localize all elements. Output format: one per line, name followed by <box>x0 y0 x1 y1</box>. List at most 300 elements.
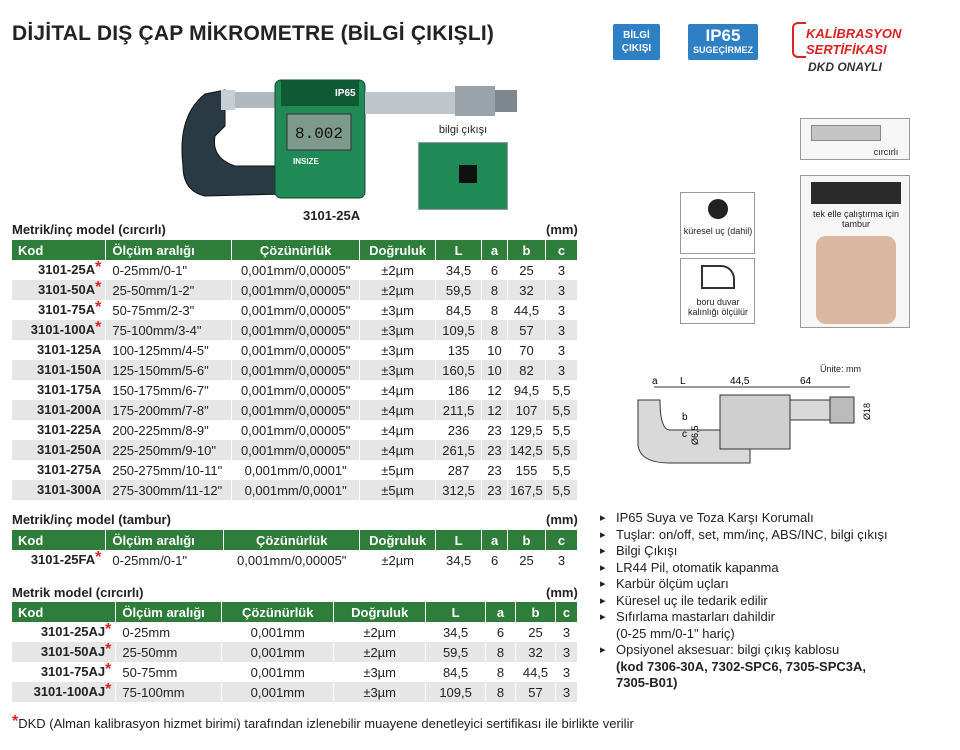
cell-accuracy-text: ±3µm <box>363 664 396 680</box>
dim-c: c <box>682 429 687 440</box>
kalibrasyon-bracket-icon <box>792 22 806 58</box>
dim-phi18: Ø18 <box>862 402 872 420</box>
cell-a <box>482 460 508 480</box>
cell-b <box>516 682 556 702</box>
table2-header-c: c <box>546 530 578 550</box>
cell-range-text: 75-100mm <box>122 684 185 700</box>
cell-c-text: 3 <box>557 282 566 298</box>
cell-b-text: 57 <box>528 684 543 700</box>
cell-b <box>507 460 545 480</box>
cell-code <box>12 682 116 702</box>
table3-header-dogruluk: Doğruluk <box>334 602 426 622</box>
cell-accuracy <box>334 662 426 682</box>
table1-header-olcum: Ölçüm aralığı <box>106 240 232 260</box>
cell-b-text: 25 <box>519 262 534 278</box>
badge-line1: BİLGİ <box>623 30 650 41</box>
cell-b-text: 129,5 <box>510 422 543 438</box>
cell-range-text: 25-50mm/1-2" <box>112 282 195 298</box>
cell-code-text: 3101-50AJ <box>40 644 106 659</box>
cell-range <box>106 300 232 320</box>
cell-c <box>555 642 577 662</box>
cell-code <box>12 300 106 320</box>
table1-header-b: b <box>507 240 545 260</box>
table-row <box>12 300 578 320</box>
cell-c-text: 3 <box>557 262 566 278</box>
cell-L <box>436 420 482 440</box>
cell-accuracy-text: ±3µm <box>381 362 414 378</box>
kuresel-uc-panel <box>680 192 755 254</box>
feature-item: ▸ IP65 Suya ve Toza Karşı Korumalı <box>600 510 888 527</box>
cell-accuracy <box>334 682 426 702</box>
ip65-text: IP65 <box>705 26 741 45</box>
cell-b <box>507 420 545 440</box>
cell-b <box>507 400 545 420</box>
dkd-star: * <box>95 259 102 276</box>
cell-range-text: 175-200mm/7-8" <box>112 402 209 418</box>
cell-a-text: 10 <box>487 362 502 378</box>
cell-accuracy <box>360 400 436 420</box>
table3-section-title: Metrik model (cırcırlı) <box>12 585 144 600</box>
cell-b-text: 32 <box>528 644 543 660</box>
cell-b-text: 57 <box>519 322 534 338</box>
cell-code-text: 3101-75AJ <box>40 664 106 679</box>
cell-L <box>436 400 482 420</box>
cell-b-text: 142,5 <box>510 442 543 458</box>
cell-b <box>507 380 545 400</box>
cell-L-text: 59,5 <box>442 644 469 660</box>
cell-c <box>545 300 577 320</box>
table2-header-kod: Kod <box>12 530 106 550</box>
cell-L-text: 236 <box>447 422 470 438</box>
cell-accuracy-text: ±4µm <box>381 422 414 438</box>
cell-a-text: 6 <box>490 262 499 278</box>
cell-b-text: 155 <box>515 462 538 478</box>
cell-accuracy <box>334 642 426 662</box>
kalibrasyon-line2: SERTİFİKASI <box>806 42 887 57</box>
table3-header-L: L <box>426 602 486 622</box>
cell-c <box>545 380 577 400</box>
cell-L-text: 160,5 <box>442 362 475 378</box>
table1-header-c: c <box>545 240 577 260</box>
cell-c <box>545 340 577 360</box>
table2-header-olcum: Ölçüm aralığı <box>106 530 224 550</box>
cell-c <box>545 400 577 420</box>
cell-resolution <box>224 550 360 570</box>
cell-c-text: 3 <box>562 624 571 640</box>
display-value: 8.002 <box>295 125 344 143</box>
cell-range <box>106 360 232 380</box>
cell-a <box>482 280 508 300</box>
cell-code-text: 3101-25FA <box>30 552 96 567</box>
cell-c-text: 5,5 <box>552 442 571 458</box>
cell-b <box>507 340 545 360</box>
cell-L-text: 312,5 <box>442 482 475 498</box>
cell-b-text: 44,5 <box>522 664 549 680</box>
boru-duvar-label: boru duvar kalınlığı ölçülür <box>687 297 749 317</box>
table3-header-a: a <box>486 602 516 622</box>
cell-range <box>106 320 232 340</box>
table1-header-dogruluk: Doğruluk <box>360 240 436 260</box>
table1-header-L: L <box>436 240 482 260</box>
cell-accuracy <box>360 550 436 570</box>
cell-code-text: 3101-25AJ <box>40 624 106 639</box>
cell-L <box>436 320 482 340</box>
circirli-panel <box>800 118 910 160</box>
dkd-star: * <box>95 279 102 296</box>
bilgi-cikisi-image <box>418 142 508 210</box>
cell-L <box>426 682 486 702</box>
cell-resolution-text: 0,001mm/0,00005" <box>240 382 351 398</box>
feature-item: ▸ Sıfırlama mastarları dahildir <box>600 609 888 626</box>
table-row <box>12 320 578 340</box>
cell-range <box>116 682 222 702</box>
dkd-star: * <box>105 661 112 678</box>
cell-L-text: 211,5 <box>442 402 475 418</box>
cell-a-text: 10 <box>487 342 502 358</box>
cell-accuracy-text: ±2µm <box>381 282 414 298</box>
cell-code-text: 3101-225A <box>37 422 102 437</box>
table3-header-kod: Kod <box>12 602 116 622</box>
cell-accuracy <box>360 320 436 340</box>
cell-resolution-text: 0,001mm/0,00005" <box>237 552 347 568</box>
bilgi-cikisi-label: bilgi çıkışı <box>438 124 488 136</box>
cell-c-text: 5,5 <box>552 382 571 398</box>
table-row <box>12 260 578 280</box>
feature-item: ▸ Tuşlar: on/off, set, mm/inç, ABS/INC, bilgi çıkışı <box>600 527 888 544</box>
cell-accuracy <box>334 622 426 642</box>
cell-a <box>486 642 516 662</box>
cell-range-text: 200-225mm/8-9" <box>112 422 209 438</box>
cell-accuracy-text: ±3µm <box>381 342 414 358</box>
table1-header-cozunurluk: Çözünürlük <box>232 240 360 260</box>
feature-item: ▸ LR44 Pil, otomatik kapanma <box>600 560 888 577</box>
cell-accuracy-text: ±2µm <box>363 644 396 660</box>
cell-range-text: 275-300mm/11-12" <box>112 482 223 498</box>
cell-resolution <box>232 400 360 420</box>
cell-a-text: 23 <box>487 462 502 478</box>
cell-a <box>482 380 508 400</box>
cell-accuracy-text: ±3µm <box>381 302 414 318</box>
cell-accuracy-text: ±4µm <box>381 382 414 398</box>
cell-range-text: 225-250mm/9-10" <box>112 442 216 458</box>
cell-resolution <box>232 360 360 380</box>
ball-tip-icon <box>708 199 728 219</box>
cell-b <box>516 642 556 662</box>
cell-L-text: 84,5 <box>445 302 472 318</box>
kuresel-uc-label: küresel uç (dahil) <box>683 226 753 236</box>
cell-a <box>482 400 508 420</box>
cell-resolution-text: 0,001mm/0,00005" <box>240 402 351 418</box>
cell-c-text: 3 <box>557 552 566 568</box>
cell-accuracy <box>360 280 436 300</box>
pipe-icon <box>701 265 735 289</box>
cell-b-text: 25 <box>519 552 534 568</box>
dkd-star: * <box>95 549 102 566</box>
table1-header-kod: Kod <box>12 240 106 260</box>
feature-item: 7305-B01) <box>616 675 678 690</box>
cell-L-text: 34,5 <box>445 262 472 278</box>
cell-code-text: 3101-250A <box>37 442 102 457</box>
cell-b <box>508 550 546 570</box>
cell-range <box>116 642 222 662</box>
tek-elle-label: tek elle çalıştırma için tambur <box>812 209 900 229</box>
table2-section-title: Metrik/inç model (tambur) <box>12 512 171 527</box>
cell-range-text: 0-25mm <box>122 624 171 640</box>
cell-resolution <box>222 622 334 642</box>
cell-L <box>426 622 486 642</box>
cell-resolution-text: 0,001mm/0,00005" <box>240 342 351 358</box>
cell-code-text: 3101-75A <box>38 302 96 317</box>
cell-L <box>436 380 482 400</box>
cell-L-text: 135 <box>447 342 470 358</box>
cell-b <box>507 480 545 500</box>
kalibrasyon-logo <box>790 20 940 72</box>
cell-code <box>12 460 106 480</box>
cell-resolution-text: 0,001mm/0,00005" <box>240 282 351 298</box>
cell-b <box>507 360 545 380</box>
cell-code-text: 3101-150A <box>37 362 102 377</box>
cell-c <box>555 622 577 642</box>
table-row <box>12 642 578 662</box>
table-row <box>12 682 578 702</box>
model-caption: 3101-25A <box>303 208 361 223</box>
cell-accuracy <box>360 360 436 380</box>
cell-range <box>106 280 232 300</box>
table2-header-b: b <box>508 530 546 550</box>
cell-resolution-text: 0,001mm/0,00005" <box>240 362 351 378</box>
table2-header-row <box>12 530 578 550</box>
dkd-star: * <box>105 681 112 698</box>
cell-L <box>436 340 482 360</box>
table-row <box>12 420 578 440</box>
cell-accuracy-text: ±5µm <box>381 462 414 478</box>
cell-code <box>12 440 106 460</box>
table1-section-title: Metrik/inç model (cırcırlı) <box>12 222 166 237</box>
cell-a-text: 8 <box>496 644 505 660</box>
cell-a-text: 8 <box>490 302 499 318</box>
ip65-badge <box>688 24 758 60</box>
cell-b-text: 82 <box>519 362 534 378</box>
cell-code <box>12 260 106 280</box>
table-row <box>12 480 578 500</box>
dim-L: L <box>680 376 686 387</box>
cell-c <box>555 662 577 682</box>
table-row <box>12 440 578 460</box>
cell-c <box>545 280 577 300</box>
cell-b <box>507 440 545 460</box>
cell-accuracy-text: ±3µm <box>381 322 414 338</box>
feature-item: ▸ Bilgi Çıkışı <box>600 543 888 560</box>
cell-L <box>436 480 482 500</box>
cell-resolution-text: 0,001mm/0,00005" <box>240 302 351 318</box>
cell-L-text: 287 <box>447 462 470 478</box>
table-row <box>12 622 578 642</box>
cell-resolution <box>222 662 334 682</box>
cell-b-text: 25 <box>528 624 543 640</box>
cell-a <box>486 662 516 682</box>
cell-range-text: 50-75mm <box>122 664 178 680</box>
cell-resolution-text: 0,001mm <box>250 684 305 700</box>
cell-a-text: 23 <box>487 422 502 438</box>
cell-resolution <box>232 460 360 480</box>
dkd-star: * <box>95 299 102 316</box>
cell-b <box>507 280 545 300</box>
cell-L-text: 34,5 <box>442 624 469 640</box>
dim-a: a <box>652 376 658 387</box>
cell-range <box>106 550 224 570</box>
cell-range-text: 250-275mm/10-11" <box>112 462 223 478</box>
cell-c-text: 3 <box>557 322 566 338</box>
cell-c-text: 5,5 <box>552 462 571 478</box>
cell-code <box>12 340 106 360</box>
table3-header-row <box>12 602 578 622</box>
cell-resolution-text: 0,001mm/0,00005" <box>240 322 351 338</box>
table-row <box>12 360 578 380</box>
unite-label: Ünite: mm <box>820 364 862 374</box>
table-row <box>12 550 578 570</box>
table1-header-a: a <box>482 240 508 260</box>
cell-L <box>436 460 482 480</box>
cell-range <box>106 440 232 460</box>
table3-header-cozunurluk: Çözünürlük <box>222 602 334 622</box>
cell-code <box>12 420 106 440</box>
cell-code-text: 3101-300A <box>37 482 102 497</box>
cell-a-text: 8 <box>496 684 505 700</box>
cell-accuracy-text: ±2µm <box>381 552 415 568</box>
cell-range-text: 100-125mm/4-5" <box>112 342 209 358</box>
feature-item: ▸ Küresel uç ile tedarik edilir <box>600 593 888 610</box>
cell-range <box>106 420 232 440</box>
cell-resolution <box>232 300 360 320</box>
cell-a <box>482 300 508 320</box>
cell-a <box>482 260 508 280</box>
cell-resolution-text: 0,001mm <box>250 624 305 640</box>
cell-resolution-text: 0,001mm/0,00005" <box>240 422 351 438</box>
cell-accuracy <box>360 340 436 360</box>
cell-code-text: 3101-200A <box>37 402 102 417</box>
table2-header-a: a <box>482 530 508 550</box>
brand-label: INSIZE <box>293 157 319 166</box>
cell-a-text: 8 <box>490 322 499 338</box>
cell-range <box>106 480 232 500</box>
table3-header-c: c <box>555 602 577 622</box>
dim-64: 64 <box>800 376 812 387</box>
cell-accuracy <box>360 260 436 280</box>
cell-a <box>482 440 508 460</box>
cell-a-text: 6 <box>490 552 499 568</box>
cell-range <box>116 622 222 642</box>
feature-list <box>600 510 888 692</box>
ip65-mark: IP65 <box>335 88 356 99</box>
cell-resolution <box>222 682 334 702</box>
sugecirmez-text: SUGEÇİRMEZ <box>692 45 753 55</box>
table-row <box>12 662 578 682</box>
cell-range-text: 50-75mm/2-3" <box>112 302 195 318</box>
cell-b <box>507 300 545 320</box>
cell-resolution <box>232 380 360 400</box>
cell-code <box>12 662 116 682</box>
cell-accuracy <box>360 460 436 480</box>
cell-code-text: 3101-25A <box>38 262 96 277</box>
cell-code-text: 3101-100A <box>30 322 96 337</box>
table-row <box>12 380 578 400</box>
cell-L <box>436 360 482 380</box>
table1-header-row <box>12 240 578 260</box>
cell-L <box>436 440 482 460</box>
cell-range-text: 0-25mm/0-1" <box>112 552 188 568</box>
circirli-label: cırcırlı <box>873 147 899 157</box>
cell-code <box>12 380 106 400</box>
cell-c-text: 3 <box>562 684 571 700</box>
feature-item: (0-25 mm/0-1" hariç) <box>616 625 735 641</box>
cell-accuracy <box>360 480 436 500</box>
cell-resolution-text: 0,001mm/0,00005" <box>240 262 351 278</box>
boru-duvar-panel <box>680 258 755 324</box>
footnote-text: DKD (Alman kalibrasyon hizmet birimi) tarafından izlenebilir muayene denetleyici sertifikası ile birlikte verilir <box>18 716 634 731</box>
drum-icon <box>811 182 901 204</box>
cell-c <box>546 550 578 570</box>
cell-c-text: 3 <box>562 644 571 660</box>
badge-line2: ÇIKIŞI <box>621 43 652 54</box>
cell-range <box>106 380 232 400</box>
cell-accuracy-text: ±2µm <box>363 624 396 640</box>
cell-code-text: 3101-275A <box>37 462 102 477</box>
cell-c <box>545 440 577 460</box>
cell-code <box>12 550 106 570</box>
cell-accuracy-text: ±5µm <box>381 482 414 498</box>
cell-resolution <box>232 440 360 460</box>
cell-range-text: 125-150mm/5-6" <box>112 362 209 378</box>
cell-code <box>12 360 106 380</box>
cell-b-text: 32 <box>519 282 534 298</box>
table2-header-cozunurluk: Çözünürlük <box>224 530 360 550</box>
cell-c-text: 3 <box>557 342 566 358</box>
dim-phi65: Ø6,5 <box>690 425 700 445</box>
dkd-star: * <box>95 319 102 336</box>
tek-elle-panel <box>800 175 910 328</box>
kalibrasyon-line3: DKD ONAYLI <box>808 60 882 74</box>
table2-unit: (mm) <box>546 512 578 527</box>
cell-b-text: 94,5 <box>513 382 540 398</box>
cell-resolution-text: 0,001mm/0,0001" <box>244 462 347 478</box>
cell-code <box>12 480 106 500</box>
cell-resolution-text: 0,001mm <box>250 644 305 660</box>
hand-image <box>816 236 896 324</box>
cell-L-text: 84,5 <box>442 664 469 680</box>
cell-code-text: 3101-100AJ <box>33 684 106 699</box>
feature-item: (kod 7306-30A, 7302-SPC6, 7305-SPC3A, <box>616 658 867 674</box>
cell-code-text: 3101-175A <box>37 382 102 397</box>
cell-code <box>12 642 116 662</box>
cell-range <box>106 340 232 360</box>
cell-L-text: 186 <box>447 382 470 398</box>
cell-accuracy <box>360 380 436 400</box>
cell-range-text: 150-175mm/6-7" <box>112 382 209 398</box>
cell-c-text: 3 <box>557 362 566 378</box>
cell-a <box>482 320 508 340</box>
cell-a-text: 6 <box>496 624 505 640</box>
cell-code-text: 3101-50A <box>38 282 96 297</box>
cell-resolution <box>232 340 360 360</box>
cell-range-text: 0-25mm/0-1" <box>112 262 188 278</box>
feature-item: ▸ Opsiyonel aksesuar: bilgi çıkış kablosu <box>600 642 888 659</box>
cell-code-text: 3101-125A <box>37 342 102 357</box>
cell-c <box>545 420 577 440</box>
cell-L <box>436 550 482 570</box>
cell-a <box>482 360 508 380</box>
cell-a-text: 23 <box>487 442 502 458</box>
table3-header-b: b <box>516 602 556 622</box>
